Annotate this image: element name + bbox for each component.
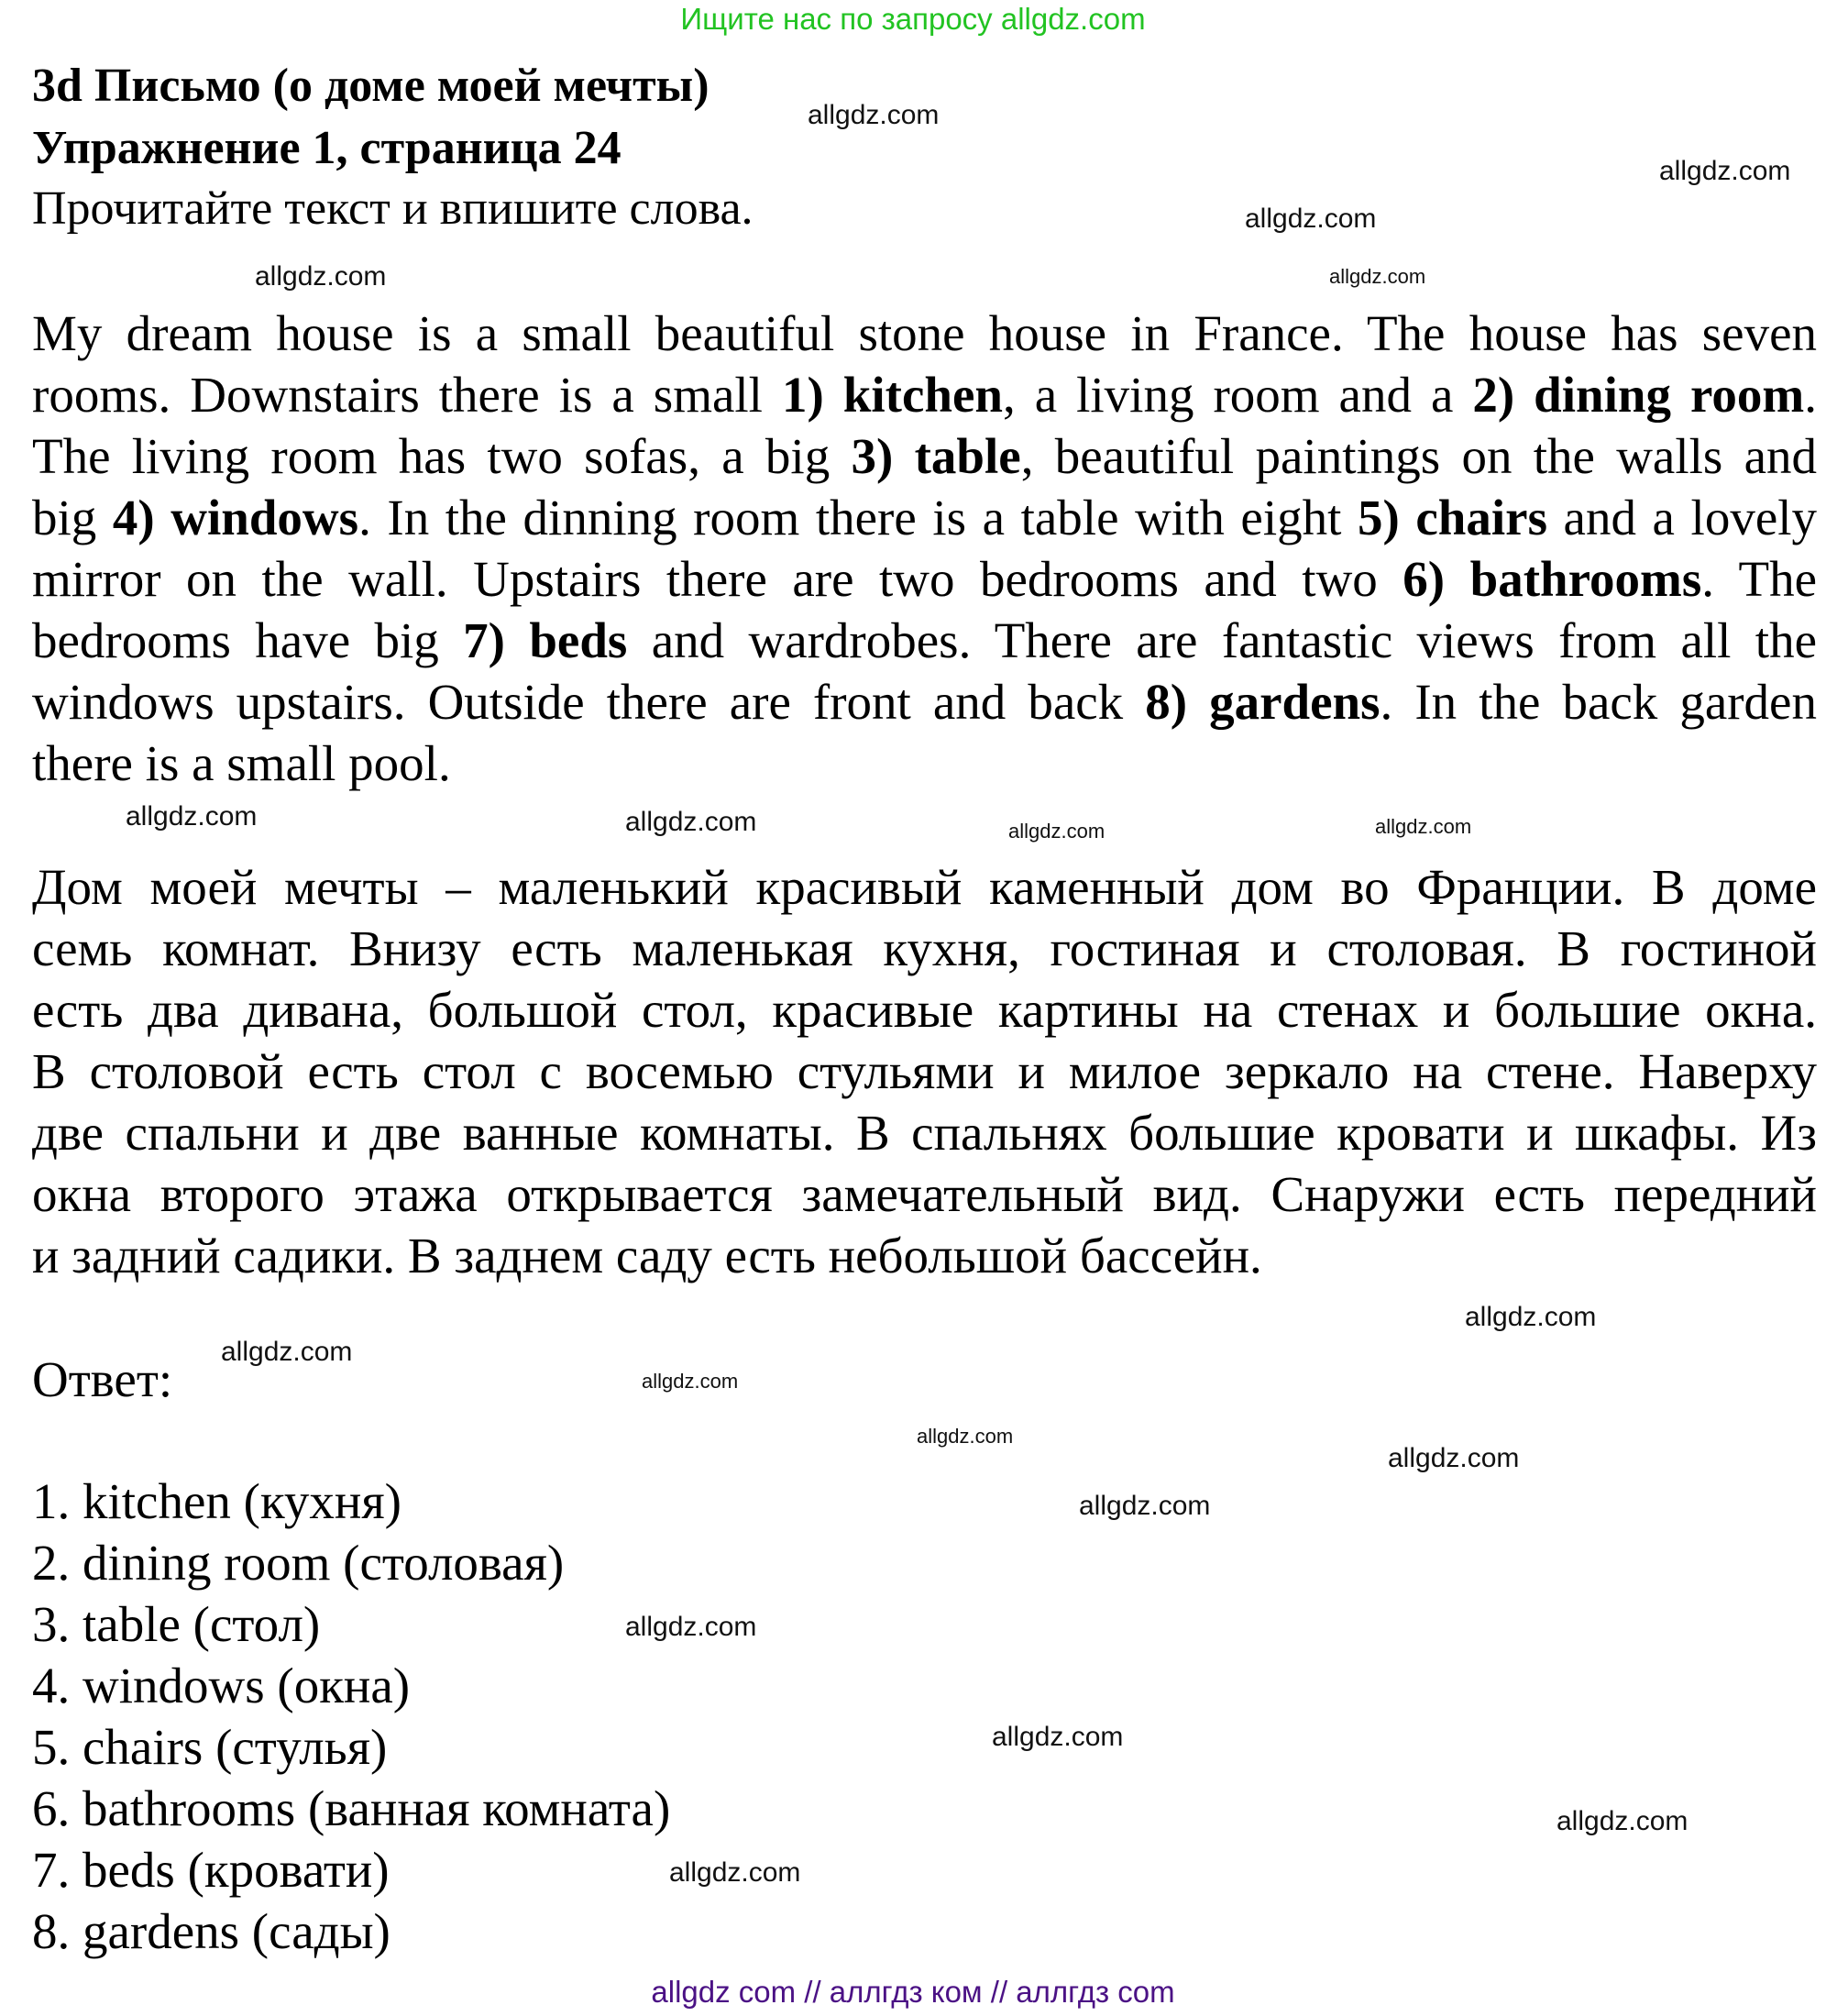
text-line: [32, 733, 451, 794]
watermark: allgdz.com: [1008, 820, 1106, 843]
watermark: allgdz.com: [1556, 1806, 1688, 1836]
text-segment: big: [32, 490, 113, 545]
text-segment: and a lovely: [1546, 490, 1818, 545]
answer-item: 2. dining room (столовая): [32, 1535, 565, 1591]
translation-line: В столовой есть стол с восемью стульями и милое зеркало на стене. Наверху: [32, 1043, 1817, 1099]
translation-line: есть два дивана, большой стол, красивые картины на стенах и большие окна.: [32, 982, 1817, 1038]
watermark: allgdz.com: [625, 807, 757, 837]
watermark: allgdz.com: [1465, 1302, 1597, 1332]
text-line: [32, 303, 1817, 364]
answer-blank: 2) dining room: [1472, 367, 1805, 423]
watermark: allgdz.com: [808, 100, 940, 130]
text-line: [32, 671, 1817, 733]
exercise-title: Упражнение 1, страница 24: [32, 122, 622, 174]
watermark: allgdz.com: [992, 1722, 1124, 1752]
answer-item: 8. gardens (сады): [32, 1903, 390, 1959]
translation-line: окна второго этажа открывается замечательный вид. Снаружи есть передний: [32, 1166, 1817, 1222]
text-segment: mirror on the wall. Upstairs there are two bedrooms and two: [32, 551, 1403, 607]
answer-blank: 4) windows: [112, 490, 359, 545]
text-line: [32, 487, 1817, 548]
watermark: allgdz.com: [1329, 265, 1426, 288]
section-title: 3d Письмо (о доме моей мечты): [32, 60, 710, 112]
text-segment: . In the back garden: [1380, 674, 1817, 730]
answer-item: 3. table (стол): [32, 1596, 321, 1652]
answer-item: 7. beds (кровати): [32, 1842, 390, 1898]
text-line: [32, 610, 1817, 671]
text-segment: The living room has two sofas, a big: [32, 428, 852, 484]
text-segment: there is a small pool.: [32, 735, 451, 791]
text-segment: and wardrobes. There are fantastic views from all the: [627, 612, 1817, 668]
answer-label: Ответ:: [32, 1351, 173, 1407]
answer-item: 4. windows (окна): [32, 1658, 411, 1713]
answer-blank: 3) table: [851, 428, 1021, 484]
answer-list: [32, 1471, 670, 1962]
text-segment: .: [1804, 367, 1817, 423]
translation-line: две спальни и две ванные комнаты. В спальнях большие кровати и шкафы. Из: [32, 1105, 1817, 1161]
text-segment: bedrooms have big: [32, 612, 464, 668]
text-segment: , a living room and a: [1002, 367, 1473, 423]
translation-line: семь комнат. Внизу есть маленькая кухня, гостиная и столовая. В гостиной: [32, 920, 1817, 976]
instruction: Прочитайте текст и впишите слова.: [32, 182, 754, 235]
answer-blank: 7) beds: [463, 612, 628, 668]
watermark: allgdz.com: [126, 801, 258, 832]
translation-line: и задний садики. В заднем саду есть небольшой бассейн.: [32, 1228, 1262, 1283]
answer-blank: 6) bathrooms: [1402, 551, 1702, 607]
text-segment: . In the dinning room there is a table with eight: [358, 490, 1358, 545]
watermark: allgdz.com: [642, 1370, 739, 1393]
footer-links: allgdz com // аллгдз ком // аллгдз com: [651, 1975, 1175, 2009]
text-line: [32, 548, 1817, 610]
watermark: allgdz.com: [1375, 815, 1472, 838]
watermark: allgdz.com: [255, 261, 387, 292]
text-segment: , beautiful paintings on the walls and: [1020, 428, 1817, 484]
text-segment: My dream house is a small beautiful stone house in France. The house has seven: [32, 305, 1817, 361]
watermark: allgdz.com: [221, 1337, 353, 1367]
russian-translation: [32, 856, 1817, 1286]
text-segment: rooms. Downstairs there is a small: [32, 367, 782, 423]
answer-blank: 8) gardens: [1145, 674, 1380, 730]
watermark: allgdz.com: [917, 1425, 1014, 1448]
watermark: allgdz.com: [1245, 204, 1377, 234]
watermark: allgdz.com: [669, 1857, 801, 1888]
text-segment: . The: [1701, 551, 1818, 607]
watermark: allgdz.com: [1659, 156, 1791, 186]
answer-blank: 1) kitchen: [781, 367, 1003, 423]
translation-line: Дом моей мечты – маленький красивый каменный дом во Франции. В доме: [32, 859, 1817, 915]
answer-item: 6. bathrooms (ванная комната): [32, 1780, 671, 1836]
answer-item: 1. kitchen (кухня): [32, 1473, 402, 1529]
answer-item: 5. chairs (стулья): [32, 1719, 388, 1775]
english-text: [32, 303, 1817, 794]
text-segment: windows upstairs. Outside there are front and back: [32, 674, 1146, 730]
watermark: allgdz.com: [1388, 1443, 1520, 1473]
answer-blank: 5) chairs: [1357, 490, 1547, 545]
watermark: allgdz.com: [1079, 1491, 1211, 1521]
header-banner: Ищите нас по запросу allgdz.com: [680, 2, 1146, 36]
text-line: [32, 364, 1817, 425]
watermark: allgdz.com: [625, 1612, 757, 1642]
text-line: [32, 425, 1817, 487]
